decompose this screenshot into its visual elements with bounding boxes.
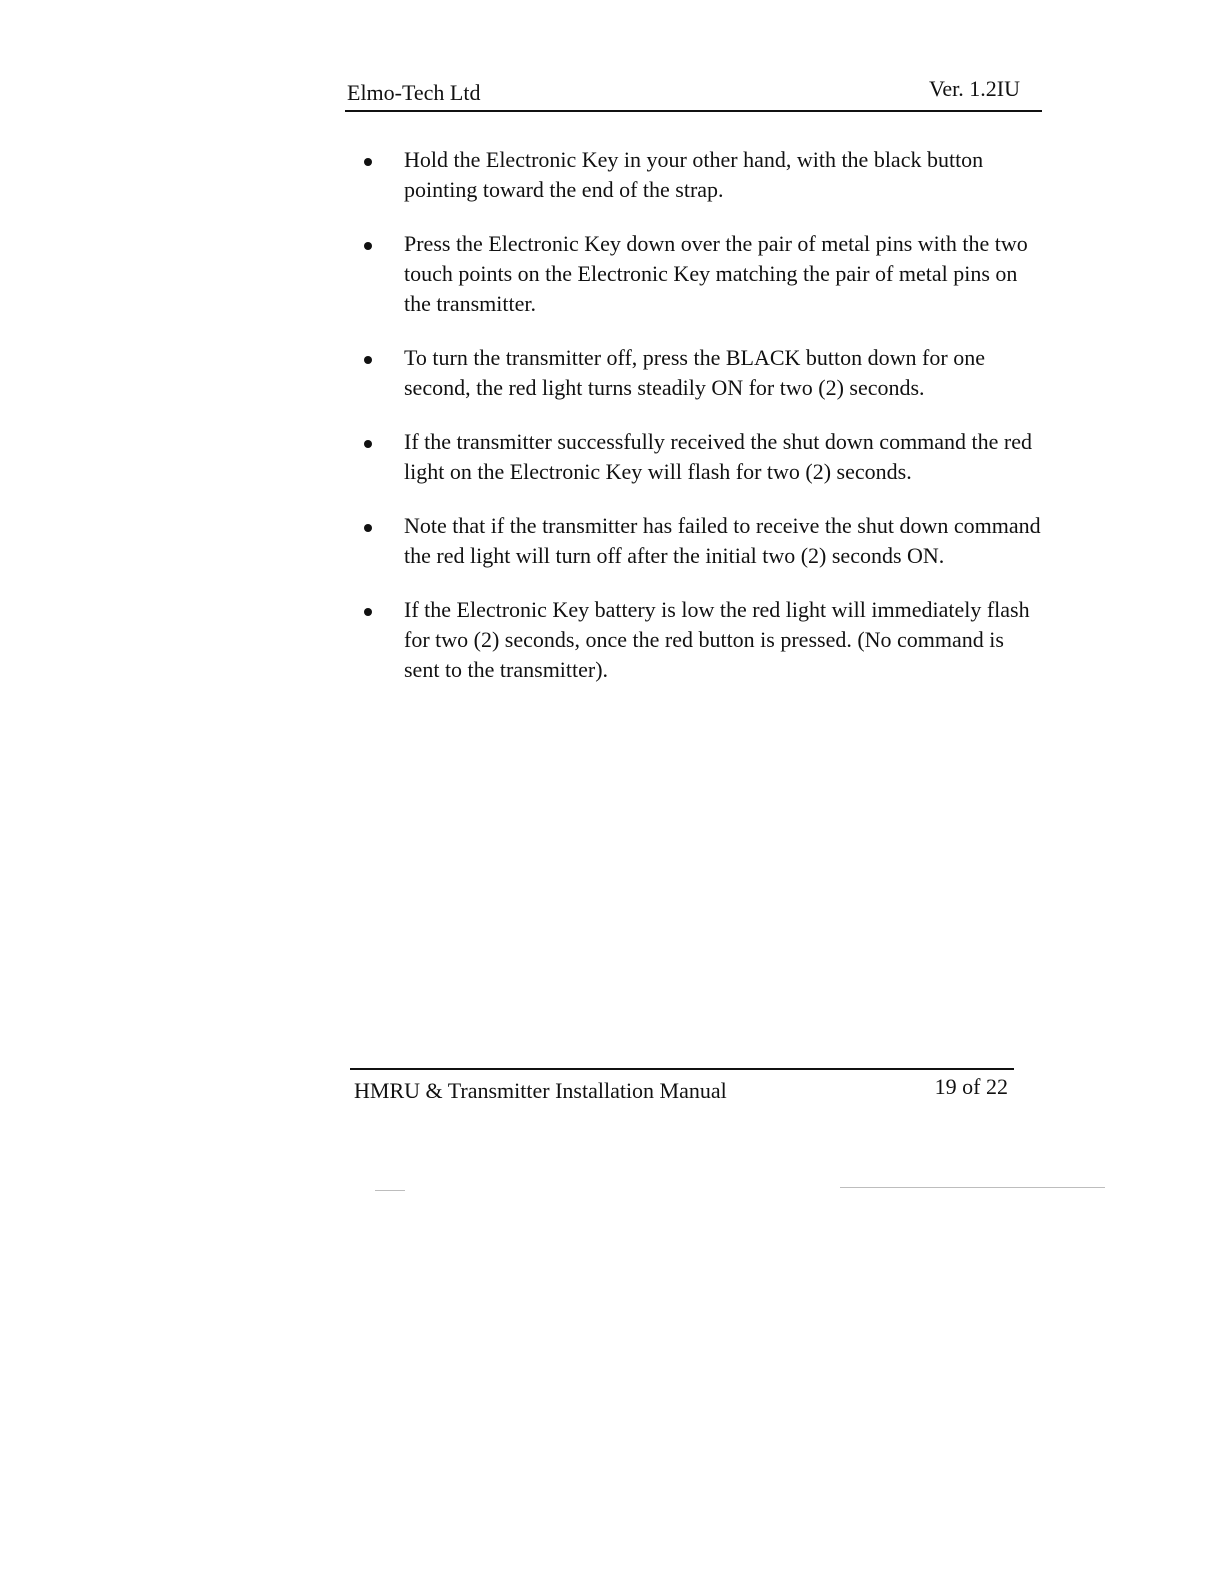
list-item-text: Hold the Electronic Key in your other hand, with the black button pointing toward the end of the strap. [404, 147, 984, 202]
page-header [345, 78, 1042, 112]
document-version: Ver. 1.2IU [928, 76, 1020, 101]
list-item [362, 145, 1042, 205]
manual-title: HMRU & Transmitter Installation Manual [354, 1078, 727, 1103]
list-item-text: Press the Electronic Key down over the pair of metal pins with the two touch points on the Electronic Key matching the pair of metal pins on the transmitter. [404, 231, 1028, 316]
list-item [362, 427, 1042, 487]
scan-artifact [375, 1190, 405, 1191]
bullet-icon [364, 608, 372, 616]
list-item [362, 511, 1042, 571]
company-name: Elmo-Tech Ltd [347, 80, 481, 105]
list-item [362, 343, 1042, 403]
list-item-text: Note that if the transmitter has failed to receive the shut down command the red light will turn off after the initial two (2) seconds ON. [404, 513, 1041, 568]
list-item [362, 595, 1042, 685]
bullet-icon [364, 524, 372, 532]
bullet-icon [364, 356, 372, 364]
list-item-text: To turn the transmitter off, press the BLACK button down for one second, the red light turns steadily ON for two (2) seconds. [404, 345, 985, 400]
instruction-list [362, 145, 1042, 709]
scan-artifact [840, 1187, 1105, 1188]
list-item [362, 229, 1042, 319]
list-item-text: If the Electronic Key battery is low the red light will immediately flash for two (2) seconds, once the red button is pressed. (No command is sent to the transmitter). [404, 597, 1030, 682]
page-number: 19 of 22 [934, 1074, 1008, 1099]
bullet-icon [364, 440, 372, 448]
page-footer [350, 1068, 1014, 1110]
list-item-text: If the transmitter successfully received the shut down command the red light on the Electronic Key will flash for two (2) seconds. [404, 429, 1033, 484]
bullet-icon [364, 242, 372, 250]
bullet-icon [364, 158, 372, 166]
